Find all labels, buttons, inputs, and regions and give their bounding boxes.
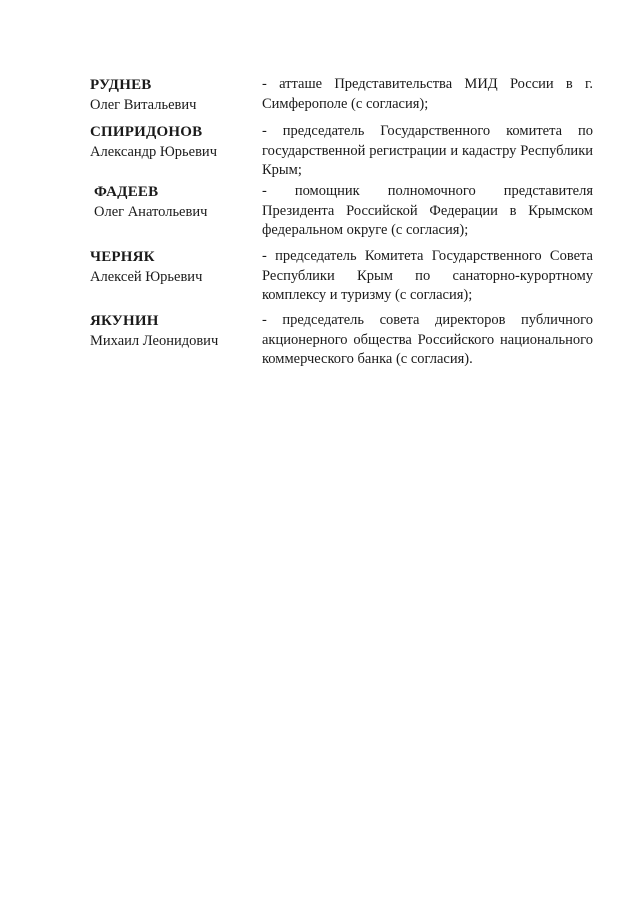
person-surname: РУДНЕВ [90, 77, 152, 93]
person-surname: ЯКУНИН [90, 313, 159, 329]
person-given-name: Олег Анатольевич [94, 204, 208, 220]
person-given-name: Алексей Юрьевич [90, 269, 203, 285]
person-given-name: Михаил Леонидович [90, 333, 219, 349]
person-name [90, 247, 260, 287]
person-name [90, 122, 260, 162]
person-name [94, 182, 264, 222]
person-position: - помощник полномочного представителя Президента Российской Федерации в Крымском федеральном округе (с согласия); [262, 183, 593, 238]
person-surname: СПИРИДОНОВ [90, 124, 203, 140]
person-surname: ЧЕРНЯК [90, 249, 155, 265]
person-surname: ФАДЕЕВ [94, 184, 159, 200]
person-position: - председатель Комитета Государственного Совета Республики Крым по санаторно-курортному комплексу и туризму (с согласия); [262, 248, 593, 303]
person-given-name: Александр Юрьевич [90, 144, 217, 160]
person-name [90, 311, 260, 351]
person-position: - атташе Представительства МИД России в г. Симферополе (с согласия); [262, 76, 593, 112]
person-position: - председатель Государственного комитета по государственной регистрации и кадастру Республики Крым; [262, 123, 593, 178]
person-given-name: Олег Витальевич [90, 97, 197, 113]
person-name [90, 75, 260, 115]
person-position: - председатель совета директоров публичного акционерного общества Российского национального коммерческого банка (с согласия). [262, 312, 593, 367]
